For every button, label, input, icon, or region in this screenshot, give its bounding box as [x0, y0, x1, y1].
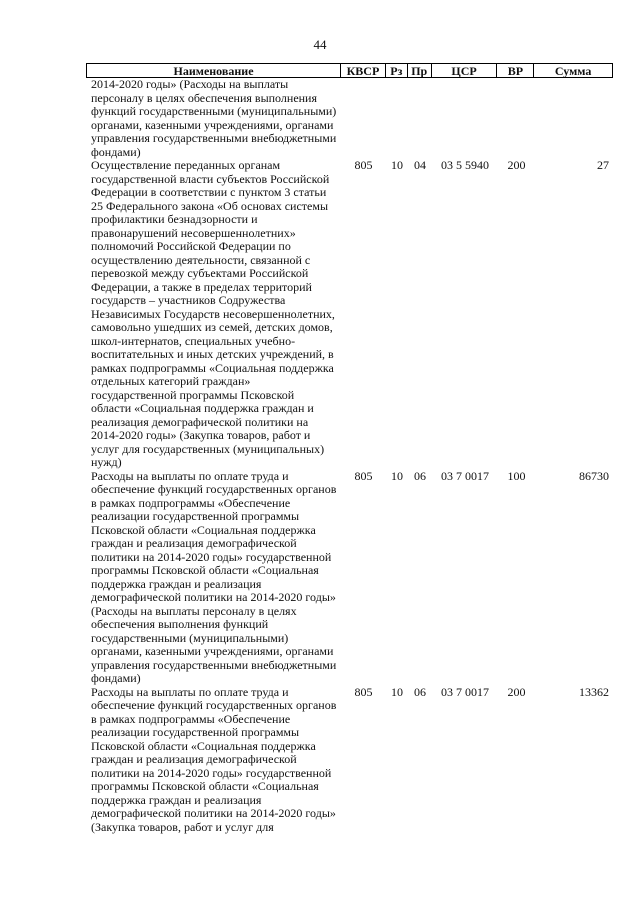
cell-rz — [386, 78, 408, 159]
name-line: обеспечение функций государственных органов — [91, 482, 337, 496]
table-row — [86, 686, 613, 835]
name-line: функций государственными (муниципальными) — [91, 104, 337, 118]
header-sum: Сумма — [554, 64, 592, 77]
name-line: в рамках подпрограммы «Обеспечение — [91, 495, 291, 510]
name-line: обеспечение функций государственных органов — [91, 698, 337, 712]
name-line: реализации государственной программы — [91, 725, 300, 739]
header-kvsr: КВСР — [341, 64, 386, 77]
cell-kvsr — [341, 78, 386, 159]
name-line: услуг для государственных (муниципальных) — [91, 441, 325, 456]
name-line: самовольно ушедших из семей, детских домов, — [91, 320, 333, 334]
cell-sum — [535, 78, 613, 159]
header-pr: Пр — [408, 64, 432, 77]
cell-rz: 10 — [391, 158, 403, 172]
name-line: правонарушений несовершеннолетних» — [91, 225, 296, 240]
name-line: поддержка граждан и реализация — [91, 792, 262, 807]
name-line: реализация демографической политики на — [91, 414, 309, 429]
cell-vr: 200 — [507, 684, 526, 699]
name-line: Расходы на выплаты по оплате труда и — [91, 684, 289, 699]
name-line: управления государственными внебюджетными — [91, 131, 337, 145]
cell-name — [86, 159, 341, 470]
name-line: полномочий Российской Федерации по — [91, 239, 291, 253]
name-line: воспитательных и иных детских учреждений, в — [91, 347, 334, 361]
cell-pr: 04 — [414, 158, 426, 172]
cell-rz: 10 — [391, 468, 403, 483]
name-line: граждан и реализация демографической — [91, 752, 297, 766]
cell-kvsr: 805 — [354, 684, 373, 699]
header-name: Наименование — [87, 64, 341, 77]
header-csr: ЦСР — [432, 64, 498, 77]
name-line: персоналу в целях обеспечения выполнения — [91, 90, 318, 105]
cell-vr: 200 — [507, 158, 526, 172]
name-line: Псковской области «Социальная поддержка — [91, 738, 316, 753]
cell-sum: 27 — [597, 158, 609, 172]
name-line: фондами) — [91, 671, 141, 685]
name-line: фондами) — [91, 144, 141, 159]
cell-rz: 10 — [391, 684, 403, 699]
name-line: реализации государственной программы — [91, 509, 300, 523]
name-line: поддержка граждан и реализация — [91, 576, 262, 591]
name-line: органами, казенными учреждениями, органами — [91, 117, 334, 132]
name-line: Псковской области «Социальная поддержка — [91, 522, 316, 537]
name-line: государств – участников Содружества — [91, 293, 286, 307]
name-line: Федерации в соответствии с пунктом 3 статьи — [91, 185, 327, 199]
name-line: программы Псковской области «Социальная — [91, 563, 319, 577]
name-line: в рамках подпрограммы «Обеспечение — [91, 711, 291, 726]
name-line: перевозкой между субъектами Российской — [91, 266, 309, 280]
name-line: рамках подпрограммы «Социальная поддержка — [91, 360, 334, 375]
cell-csr: 03 5 5940 — [441, 158, 489, 172]
name-line: государственной власти субъектов Российской — [91, 171, 330, 186]
page-number: 44 — [313, 37, 327, 52]
cell-name — [86, 470, 341, 686]
cell-vr: 100 — [507, 468, 526, 483]
table-row — [86, 159, 613, 470]
cell-name — [86, 78, 341, 159]
cell-csr: 03 7 0017 — [441, 684, 489, 699]
cell-csr — [432, 78, 498, 159]
cell-vr — [498, 78, 535, 159]
name-line: (Закупка товаров, работ и услуг для — [91, 819, 274, 834]
name-line: государственными (муниципальными) — [91, 630, 289, 645]
name-line: органами, казенными учреждениями, органами — [91, 644, 334, 658]
cell-name — [86, 686, 341, 835]
name-line: государственной программы Псковской — [91, 387, 295, 402]
name-line: школ-интернатов, специальных учебно- — [91, 333, 296, 348]
budget-table — [86, 63, 613, 834]
table-header — [86, 63, 613, 78]
name-line: профилактики безнадзорности и — [91, 212, 258, 226]
name-line: области «Социальная поддержка граждан и — [91, 401, 314, 415]
name-line: программы Псковской области «Социальная — [91, 779, 319, 793]
name-line: отдельных категорий граждан» — [91, 374, 251, 388]
name-line: нужд) — [91, 455, 122, 469]
table-row — [86, 78, 613, 159]
name-line: политики на 2014-2020 годы» государственной — [91, 765, 332, 780]
name-line: 2014-2020 годы» (Закупка товаров, работ и — [91, 428, 311, 442]
name-line: управления государственными внебюджетными — [91, 657, 337, 672]
name-line: демографической политики на 2014-2020 годы» — [91, 590, 336, 604]
cell-sum: 86730 — [579, 468, 609, 483]
cell-pr: 06 — [414, 684, 426, 699]
header-rz: Рз — [386, 64, 408, 77]
cell-pr — [408, 78, 432, 159]
name-line: обеспечения выполнения функций — [91, 617, 269, 631]
name-line: Независимых Государств несовершеннолетних, — [91, 306, 335, 321]
name-line: 25 Федерального закона «Об основах системы — [91, 198, 329, 213]
cell-sum: 13362 — [579, 684, 609, 699]
name-line: граждан и реализация демографической — [91, 536, 297, 550]
cell-kvsr: 805 — [354, 468, 373, 483]
header-vr: ВР — [497, 64, 534, 77]
cell-kvsr: 805 — [354, 158, 373, 172]
name-line: 2014-2020 годы» (Расходы на выплаты — [91, 77, 289, 91]
table-row — [86, 470, 613, 686]
name-line: Осуществление переданных органам — [91, 158, 281, 172]
cell-csr: 03 7 0017 — [441, 468, 489, 483]
name-line: осуществлению деятельности, связанной с — [91, 252, 311, 267]
table-body — [86, 78, 613, 834]
name-line: демографической политики на 2014-2020 годы» — [91, 806, 336, 820]
cell-pr: 06 — [414, 468, 426, 483]
name-line: Федерации, а также в пределах территорий — [91, 279, 312, 294]
name-line: (Расходы на выплаты персоналу в целях — [91, 603, 297, 618]
name-line: политики на 2014-2020 годы» государственной — [91, 549, 332, 564]
name-line: Расходы на выплаты по оплате труда и — [91, 468, 289, 483]
